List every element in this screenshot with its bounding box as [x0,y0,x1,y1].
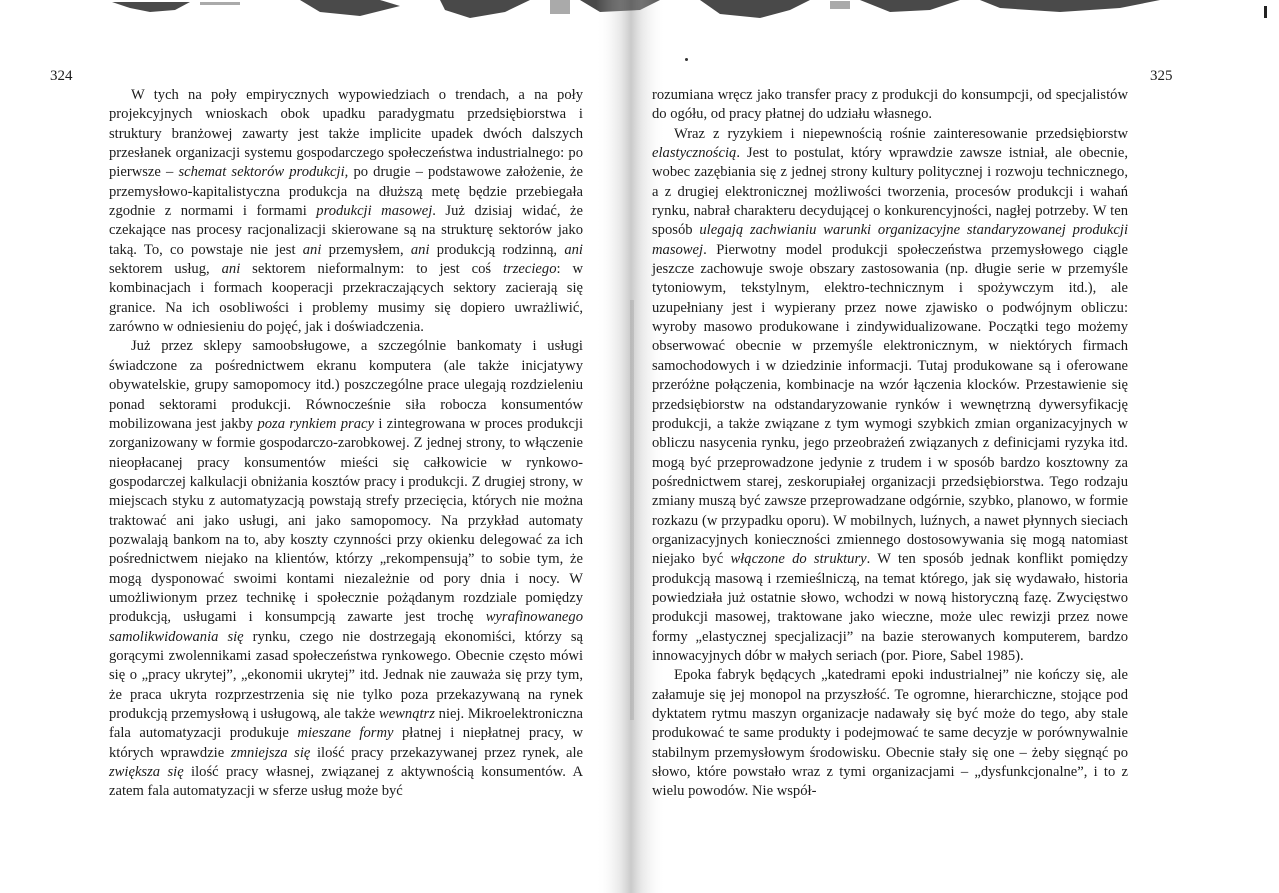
paragraph [652,125,1128,667]
page-number-right: 325 [1150,68,1173,84]
left-page-text [109,86,583,802]
text-run: sektorem nieformalnym: to jest coś [240,261,503,278]
text-run: . Pierwotny model produkcji społeczeństwa przemysłowego ciągle jeszcze zachowuje swoje obszary zastosowania (np. długie serie w przemyśle tytoniowym, tekstylnym, elektro-technicznym i spożywczym itd.), ale uzupełniany jest i wypierany przez nowe zjawisko o podwójnym obliczu: wyroby masowo produkowane i zindywidualizowane. Początki tego możemy obserwować obecnie w przemyśle elektronicznym, w niektórych firmach samochodowych i w dziedzinie informacji. Tutaj produkowane są i oferowane przeróżne połączenia, kombinacje na wzór łączenia klocków. Przestawienie się przedsiębiorstw na odstandaryzowanie rynków i wewnętrzną dywersyfikację produkcji, a także związane z tym wymogi szybkich zmian organizacyjnych w obliczu nasycenia rynku, jego przeobrażeń związanych z definicjami ryzyka itd. mogą być przeprowadzone jedynie z trudem i w sposób bardzo kosztowny za pośrednictwem starej, zeskorupiałej organizacji przedsiębiorstwa. Tego rodzaju zmiany muszą być zawsze przeprowadzane odgórnie, szybko, planowo, w formie rozkazu (w przypadku oporu). W mobilnych, luźnych, a nawet płynnych sieciach organizacyjnych konieczności zmiennego dostosowywania się mogą natomiast niejako być [652,241,1128,568]
text-run: ilość pracy przekazywanej przez rynek, ale [310,744,583,761]
text-run: rozumiana wręcz jako transfer pracy z produkcji do konsumpcji, od specjalistów do ogółu, od pracy płatnej do udziału własnego. [652,87,1128,123]
page-edge-mark [1264,6,1267,18]
italic-text-run: schemat sektorów produkcji [178,164,345,181]
text-run: . W ten sposób jednak konflikt pomiędzy produkcją masową i rzemieślniczą, na temat którego, jak się wydawało, historia powiedziała już ostatnie słowo, wchodzi w nową historyczną fazę. Zwycięstwo produkcji masowej, traktowane jako wieczne, może ulec rewizji przez nowe formy „elastycznej specjalizacji” na bazie sterowanych komputerem, bardzo innowacyjnych dóbr w małych seriach (por. Piore, Sabel 1985). [652,551,1128,664]
scan-speck [685,58,688,61]
text-run: ilość pracy własnej, związanej z aktywnością konsumentów. A zatem fala automatyzacji w sferze usług może być [109,764,583,800]
text-run: Wraz z ryzykiem i niepewnością rośnie zainteresowanie przedsiębiorstw [674,125,1128,142]
text-run: rynku, czego nie dostrzegają ekonomiści, którzy są gorącymi zwolennikami zasad społeczeństwa rynkowego. Obecnie często mówi się o „pracy ukrytej”, „ekonomii ukrytej” itd. Jednak nie zauważa się przy tym, że praca ukryta rozprzestrzenia się nie tylko poza przekazywaną na rynek produkcją przemysłową i usługową, ale także [109,628,583,722]
paragraph [109,337,583,801]
text-run: przemysłem, [321,241,411,258]
italic-text-run: mieszane formy [297,725,394,742]
right-page-text [652,86,1128,802]
text-run: Już przez sklepy samoobsługowe, a szczególnie bankomaty i usługi świadczone za pośrednictwem ekranu komputera (ale także inicjatywy obywatelskie, grupy samopomocy itd.) poszczególne prace ulegają rozdzieleniu ponad sektorami produkcji. Równocześnie siła robocza konsumentów mobilizowana jest jakby [109,338,583,432]
page-number-left: 324 [50,68,73,84]
italic-text-run: wewnątrz [378,706,435,722]
italic-text-run: wyrafinowanego samolikwidowania się [109,609,583,645]
italic-text-run: zwiększa się [109,764,184,781]
italic-text-run: włączone do struktury [730,551,867,568]
text-run: . Już dzisiaj widać, że czekające nas procesy racjonalizacji skierowane są na strukturę sektorów jako taką. To, co powstaje nie jest [109,203,583,258]
italic-text-run: ulegają zachwianiu warunki organizacyjne standaryzowanej produkcji masowej [652,222,1129,258]
italic-text-run: produkcji masowej [316,203,433,220]
italic-text-run: ani [564,241,583,258]
text-run: , po drugie – podstawowe założenie, że przemysłowo-kapitalistyczna produkcja na dłuższą metę będzie przebiegała zgodnie z normami i formami [109,164,583,220]
text-run: sektorem usług, [109,261,222,278]
text-run: niej. Mikroelektroniczna fala automatyzacji produkuje [109,706,583,742]
text-run: . Jest to postulat, który wprawdzie zawsze istniał, ale obecnie, wobec zazębiania się z jednej strony kultury politycznej i rozwoju technicznego, a z drugiej elektronicznej możliwości tworzenia, procesów produkcji i wahań rynku, nabrał charakteru decydującej o konkurencyjności, nagłej potrzeby. W ten sposób [652,145,1128,239]
italic-text-run: elastycznością [652,145,737,162]
text-run: Epoka fabryk będących „katedrami epoki industrialnej” nie kończy się, ale załamuje się jej monopol na przyszłość. Te ogromne, hierarchiczne, stojące pod dyktatem rytmu maszyn organizacje nadawały się być może do tego, aby stale produkować te same produkty i podejmować te same decyzje w porównywalnie stabilnym przemysłowym środowisku. Obecnie stały się one – żeby sięgnąć po słowo, które powstało wraz z tymi organizacjami – „dysfunkcjonalne”, i to z wielu powodów. Nie współ- [652,667,1128,800]
text-run: płatnej i niepłatnej pracy, w których wprawdzie [109,725,583,761]
italic-text-run: trzeciego [503,261,557,278]
text-run: produkcją rodzinną, [429,241,565,258]
text-run: : w kombinacjach i formach kooperacji przekraczających sektory zacierają się granice. Na ich osobliwości i problemy musimy się dopiero uwrażliwić, zarówno w odniesieniu do pojęć, jak i doświadczenia. [109,261,584,336]
italic-text-run: ani [410,241,430,258]
text-run: W tych na poły empirycznych wypowiedziach o trendach, a na poły projekcyjnych wnioskach obok upadku paradygmatu przedsiębiorstwa i struktury branżowej zawarty jest także implicite upadek dwóch dalszych przesłanek organizacji systemu gospodarczego społeczeństwa industrialnego: po pierwsze – [109,87,583,181]
paragraph [109,86,583,337]
text-run: i zintegrowana w proces produkcji zorganizowany w formie gospodarczo-zarobkowej. Z jednej strony, to włączenie nieopłacanej pracy konsumentów mieści się całkowicie w rynkowo-gospodarczej kalkulacji obniżania kosztów pracy i produkcji. Z drugiej strony, w miejscach styku z automatyzacją powstają strefy przecięcia, których nie można traktować ani jako usługi, ani jako samopomocy. Na przykład automaty pozwalają bankom na to, aby koszty czynności przy okienku delegować za ich pośrednictwem niejako na klientów, którzy „rekompensują” to sobie tym, że mogą dysponować swoimi kontami niezależnie od pory dnia i nocy. W umożliwionym przez technikę i społecznie pożądanym rozdziale pomiędzy produkcją, usługami i konsumpcją zawarte jest trochę [109,415,583,626]
paragraph [652,666,1128,801]
italic-text-run: ani [221,261,241,278]
italic-text-run: zmniejsza się [230,744,311,761]
italic-text-run: ani [302,241,322,258]
paragraph [652,86,1128,125]
italic-text-run: poza rynkiem pracy [257,415,374,432]
